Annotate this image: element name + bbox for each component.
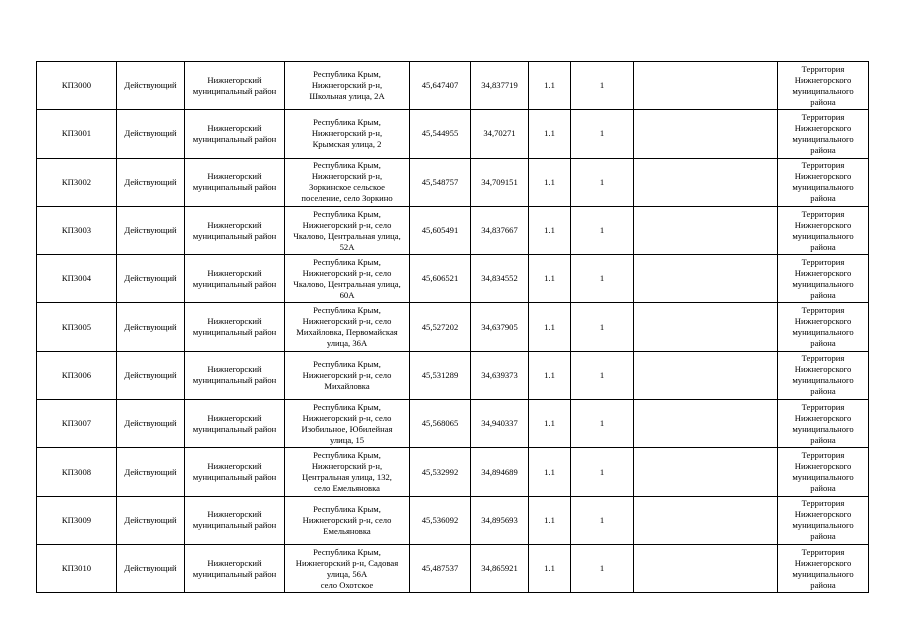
status-text: Действующий	[124, 466, 177, 477]
territory-line: Нижнегорского	[794, 509, 852, 520]
address-cell	[285, 400, 410, 448]
territory-line: муниципального	[792, 278, 854, 289]
code-cell	[37, 110, 117, 158]
municipality-text: Нижнегорский муниципальный район	[192, 122, 277, 144]
count-text: 1	[599, 514, 605, 525]
lon-text: 34,639373	[481, 369, 518, 380]
code-text: КП3004	[61, 273, 92, 284]
address-line: Михайловка, Первомайская	[296, 327, 398, 338]
type-cell	[529, 400, 571, 448]
longitude-cell	[471, 496, 529, 544]
code-text: КП3005	[61, 321, 92, 332]
territory-line: Территория	[801, 208, 845, 219]
address-cell	[285, 496, 410, 544]
code-cell	[37, 62, 117, 110]
municipality-cell	[185, 448, 285, 496]
note-cell	[634, 496, 778, 544]
code-text: КП3000	[61, 80, 92, 91]
latitude-cell	[410, 448, 471, 496]
municipality-text: Нижнегорский муниципальный район	[192, 316, 277, 338]
territory-cell	[778, 400, 869, 448]
longitude-cell	[471, 448, 529, 496]
latitude-cell	[410, 158, 471, 206]
note-cell	[634, 351, 778, 399]
territory-line: Территория	[801, 353, 845, 364]
territory-line: района	[810, 144, 836, 155]
address-cell	[285, 448, 410, 496]
address-line: Республика Крым,	[313, 117, 381, 128]
territory-cell	[778, 544, 869, 592]
territory-line: района	[810, 579, 836, 590]
territory-cell	[778, 110, 869, 158]
latitude-cell	[410, 62, 471, 110]
address-line: улица, 56А	[326, 568, 368, 579]
note-cell	[634, 158, 778, 206]
type-text: 1.1	[544, 128, 555, 139]
lat-text: 45,606521	[421, 273, 459, 284]
municipality-text: Нижнегорский муниципальный район	[192, 557, 277, 579]
address-line: Чкалово, Центральная улица,	[293, 230, 401, 241]
code-cell	[37, 255, 117, 303]
status-text: Действующий	[124, 418, 177, 429]
address-line: Республика Крым,	[313, 305, 381, 316]
municipality-text: Нижнегорский муниципальный район	[192, 219, 277, 241]
type-text: 1.1	[544, 273, 555, 284]
municipality-cell	[185, 62, 285, 110]
territory-line: муниципального	[792, 423, 854, 434]
status-cell	[117, 496, 185, 544]
count-cell	[571, 303, 634, 351]
territory-line: муниципального	[792, 568, 854, 579]
address-line: Республика Крым,	[313, 450, 381, 461]
type-cell	[529, 303, 571, 351]
latitude-cell	[410, 400, 471, 448]
type-cell	[529, 351, 571, 399]
municipality-text: Нижнегорский муниципальный район	[192, 364, 277, 386]
address-line: Центральная улица, 132,	[302, 472, 392, 483]
code-cell	[37, 448, 117, 496]
table-row	[37, 158, 869, 206]
status-text: Действующий	[124, 128, 177, 139]
lon-text: 34,894689	[481, 466, 518, 477]
status-cell	[117, 351, 185, 399]
territory-line: района	[810, 531, 836, 542]
address-line: улица, 36А	[326, 338, 368, 349]
status-cell	[117, 400, 185, 448]
lat-text: 45,647407	[421, 80, 459, 91]
code-text: КП3003	[61, 225, 92, 236]
address-line: Нижнегорский р-н,	[311, 80, 383, 91]
longitude-cell	[471, 62, 529, 110]
count-text: 1	[599, 466, 605, 477]
note-cell	[634, 544, 778, 592]
municipality-text: Нижнегорский муниципальный район	[192, 461, 277, 483]
status-cell	[117, 110, 185, 158]
address-line: Республика Крым,	[313, 208, 381, 219]
lat-text: 45,487537	[421, 563, 459, 574]
lat-text: 45,548757	[421, 176, 459, 187]
lon-text: 34,70271	[483, 128, 516, 139]
territory-line: Территория	[801, 111, 845, 122]
note-cell	[634, 255, 778, 303]
territory-line: Территория	[801, 63, 845, 74]
address-line: Нижнегорский р-н, село	[302, 369, 392, 380]
territory-line: муниципального	[792, 375, 854, 386]
territory-line: Нижнегорского	[794, 122, 852, 133]
status-cell	[117, 62, 185, 110]
territory-line: района	[810, 289, 836, 300]
status-text: Действующий	[124, 80, 177, 91]
count-text: 1	[599, 176, 605, 187]
code-cell	[37, 544, 117, 592]
municipality-text: Нижнегорский муниципальный район	[192, 74, 277, 96]
territory-cell	[778, 255, 869, 303]
address-line: Республика Крым,	[313, 69, 381, 80]
type-cell	[529, 110, 571, 158]
count-cell	[571, 496, 634, 544]
type-text: 1.1	[544, 176, 555, 187]
municipality-cell	[185, 206, 285, 254]
address-line: село Емельяновка	[314, 483, 380, 494]
territory-cell	[778, 158, 869, 206]
lon-text: 34,837719	[481, 80, 518, 91]
count-cell	[571, 206, 634, 254]
territory-cell	[778, 448, 869, 496]
registry-table	[36, 61, 869, 593]
type-text: 1.1	[544, 466, 555, 477]
municipality-cell	[185, 255, 285, 303]
territory-line: района	[810, 96, 836, 107]
lon-text: 34,865921	[481, 563, 518, 574]
address-line: Республика Крым,	[313, 256, 381, 267]
status-cell	[117, 206, 185, 254]
lon-text: 34,637905	[481, 321, 518, 332]
address-line: Нижнегорский р-н, село	[302, 267, 392, 278]
note-cell	[634, 62, 778, 110]
territory-line: Нижнегорского	[794, 461, 852, 472]
address-line: Школьная улица, 2А	[309, 91, 385, 102]
table-row	[37, 448, 869, 496]
territory-line: района	[810, 241, 836, 252]
municipality-cell	[185, 400, 285, 448]
count-cell	[571, 158, 634, 206]
lat-text: 45,605491	[421, 225, 459, 236]
type-cell	[529, 496, 571, 544]
lat-text: 45,544955	[421, 128, 459, 139]
address-cell	[285, 303, 410, 351]
territory-line: Нижнегорского	[794, 219, 852, 230]
territory-cell	[778, 206, 869, 254]
count-cell	[571, 400, 634, 448]
status-cell	[117, 448, 185, 496]
lat-text: 45,532992	[421, 466, 459, 477]
table-row	[37, 544, 869, 592]
municipality-cell	[185, 158, 285, 206]
count-cell	[571, 110, 634, 158]
territory-line: Нижнегорского	[794, 171, 852, 182]
longitude-cell	[471, 544, 529, 592]
code-cell	[37, 496, 117, 544]
latitude-cell	[410, 303, 471, 351]
count-text: 1	[599, 128, 605, 139]
address-line: Изобильное, Юбилейная	[301, 423, 393, 434]
count-text: 1	[599, 225, 605, 236]
address-line: Чкалово, Центральная улица,	[293, 278, 401, 289]
status-text: Действующий	[124, 176, 177, 187]
address-line: Нижнегорский р-н, село	[302, 412, 392, 423]
address-line: Нижнегорский р-н, село	[302, 316, 392, 327]
code-text: КП3007	[61, 418, 92, 429]
territory-line: муниципального	[792, 230, 854, 241]
territory-line: Нижнегорского	[794, 267, 852, 278]
address-line: улица, 15	[329, 434, 365, 445]
note-cell	[634, 448, 778, 496]
code-cell	[37, 351, 117, 399]
territory-line: района	[810, 386, 836, 397]
type-text: 1.1	[544, 514, 555, 525]
address-cell	[285, 206, 410, 254]
territory-line: Нижнегорского	[794, 412, 852, 423]
address-line: Нижнегорский р-н, Садовая	[295, 557, 399, 568]
territory-line: Территория	[801, 305, 845, 316]
territory-cell	[778, 351, 869, 399]
count-text: 1	[599, 80, 605, 91]
status-text: Действующий	[124, 321, 177, 332]
table-row	[37, 496, 869, 544]
lon-text: 34,940337	[481, 418, 518, 429]
type-cell	[529, 255, 571, 303]
code-cell	[37, 303, 117, 351]
status-cell	[117, 544, 185, 592]
territory-cell	[778, 62, 869, 110]
territory-line: района	[810, 338, 836, 349]
territory-line: Нижнегорского	[794, 74, 852, 85]
code-text: КП3006	[61, 369, 92, 380]
address-cell	[285, 255, 410, 303]
territory-line: района	[810, 434, 836, 445]
address-line: Крымская улица, 2	[312, 139, 382, 150]
address-cell	[285, 62, 410, 110]
count-cell	[571, 448, 634, 496]
code-cell	[37, 158, 117, 206]
latitude-cell	[410, 110, 471, 158]
territory-line: Территория	[801, 160, 845, 171]
type-cell	[529, 158, 571, 206]
territory-line: муниципального	[792, 133, 854, 144]
address-line: 60А	[339, 289, 355, 300]
table-row	[37, 255, 869, 303]
status-text: Действующий	[124, 514, 177, 525]
latitude-cell	[410, 351, 471, 399]
code-text: КП3008	[61, 466, 92, 477]
territory-cell	[778, 496, 869, 544]
code-text: КП3001	[61, 128, 92, 139]
lat-text: 45,527202	[421, 321, 459, 332]
table-row	[37, 303, 869, 351]
status-cell	[117, 255, 185, 303]
table-row	[37, 206, 869, 254]
type-text: 1.1	[544, 80, 555, 91]
type-text: 1.1	[544, 321, 555, 332]
address-line: поселение, село Зоркино	[301, 193, 393, 204]
status-cell	[117, 158, 185, 206]
status-text: Действующий	[124, 273, 177, 284]
type-text: 1.1	[544, 225, 555, 236]
table-body	[37, 62, 869, 593]
latitude-cell	[410, 496, 471, 544]
address-line: село Охотское	[320, 579, 374, 590]
table-row	[37, 351, 869, 399]
type-cell	[529, 206, 571, 254]
address-line: 52А	[339, 241, 355, 252]
longitude-cell	[471, 351, 529, 399]
municipality-text: Нижнегорский муниципальный район	[192, 509, 277, 531]
type-cell	[529, 448, 571, 496]
type-cell	[529, 544, 571, 592]
type-text: 1.1	[544, 563, 555, 574]
count-text: 1	[599, 321, 605, 332]
territory-cell	[778, 303, 869, 351]
address-line: Нижнегорский р-н,	[311, 128, 383, 139]
code-text: КП3002	[61, 176, 92, 187]
lat-text: 45,536092	[421, 514, 459, 525]
note-cell	[634, 303, 778, 351]
type-cell	[529, 62, 571, 110]
longitude-cell	[471, 400, 529, 448]
latitude-cell	[410, 544, 471, 592]
lon-text: 34,837667	[481, 225, 518, 236]
note-cell	[634, 110, 778, 158]
count-cell	[571, 351, 634, 399]
count-cell	[571, 62, 634, 110]
count-text: 1	[599, 273, 605, 284]
table-row	[37, 110, 869, 158]
territory-line: Нижнегорского	[794, 557, 852, 568]
latitude-cell	[410, 206, 471, 254]
lat-text: 45,531289	[421, 369, 459, 380]
territory-line: Территория	[801, 256, 845, 267]
status-cell	[117, 303, 185, 351]
address-cell	[285, 351, 410, 399]
type-text: 1.1	[544, 369, 555, 380]
territory-line: муниципального	[792, 472, 854, 483]
table-row	[37, 62, 869, 110]
address-line: Нижнегорский р-н, село	[302, 514, 392, 525]
table-row	[37, 400, 869, 448]
count-cell	[571, 255, 634, 303]
count-text: 1	[599, 418, 605, 429]
count-text: 1	[599, 563, 605, 574]
municipality-cell	[185, 303, 285, 351]
code-text: КП3010	[61, 563, 92, 574]
note-cell	[634, 400, 778, 448]
note-cell	[634, 206, 778, 254]
latitude-cell	[410, 255, 471, 303]
territory-line: муниципального	[792, 85, 854, 96]
municipality-cell	[185, 496, 285, 544]
territory-line: муниципального	[792, 327, 854, 338]
address-line: Нижнегорский р-н,	[311, 461, 383, 472]
territory-line: муниципального	[792, 520, 854, 531]
longitude-cell	[471, 206, 529, 254]
municipality-cell	[185, 544, 285, 592]
address-line: Республика Крым,	[313, 160, 381, 171]
status-text: Действующий	[124, 225, 177, 236]
municipality-cell	[185, 110, 285, 158]
address-line: Нижнегорский р-н, село	[302, 219, 392, 230]
address-line: Михайловка	[324, 380, 370, 391]
territory-line: Территория	[801, 401, 845, 412]
address-cell	[285, 158, 410, 206]
longitude-cell	[471, 110, 529, 158]
lon-text: 34,709151	[481, 176, 518, 187]
lat-text: 45,568065	[421, 418, 459, 429]
municipality-text: Нижнегорский муниципальный район	[192, 412, 277, 434]
territory-line: Нижнегорского	[794, 364, 852, 375]
address-line: Нижнегорский р-н,	[311, 171, 383, 182]
lon-text: 34,834552	[481, 273, 518, 284]
longitude-cell	[471, 158, 529, 206]
code-cell	[37, 400, 117, 448]
address-line: Емельяновка	[323, 525, 371, 536]
address-line: Республика Крым,	[313, 546, 381, 557]
count-cell	[571, 544, 634, 592]
address-line: Республика Крым,	[313, 401, 381, 412]
status-text: Действующий	[124, 563, 177, 574]
address-cell	[285, 110, 410, 158]
address-line: Республика Крым,	[313, 503, 381, 514]
type-text: 1.1	[544, 418, 555, 429]
address-line: Зоркинское сельское	[309, 182, 385, 193]
territory-line: района	[810, 193, 836, 204]
territory-line: Территория	[801, 450, 845, 461]
count-text: 1	[599, 369, 605, 380]
municipality-text: Нижнегорский муниципальный район	[192, 171, 277, 193]
code-cell	[37, 206, 117, 254]
address-cell	[285, 544, 410, 592]
longitude-cell	[471, 303, 529, 351]
code-text: КП3009	[61, 514, 92, 525]
lon-text: 34,895693	[481, 514, 518, 525]
territory-line: Территория	[801, 546, 845, 557]
territory-line: муниципального	[792, 182, 854, 193]
status-text: Действующий	[124, 369, 177, 380]
territory-line: района	[810, 483, 836, 494]
longitude-cell	[471, 255, 529, 303]
territory-line: Территория	[801, 498, 845, 509]
municipality-cell	[185, 351, 285, 399]
address-line: Республика Крым,	[313, 358, 381, 369]
municipality-text: Нижнегорский муниципальный район	[192, 267, 277, 289]
territory-line: Нижнегорского	[794, 316, 852, 327]
